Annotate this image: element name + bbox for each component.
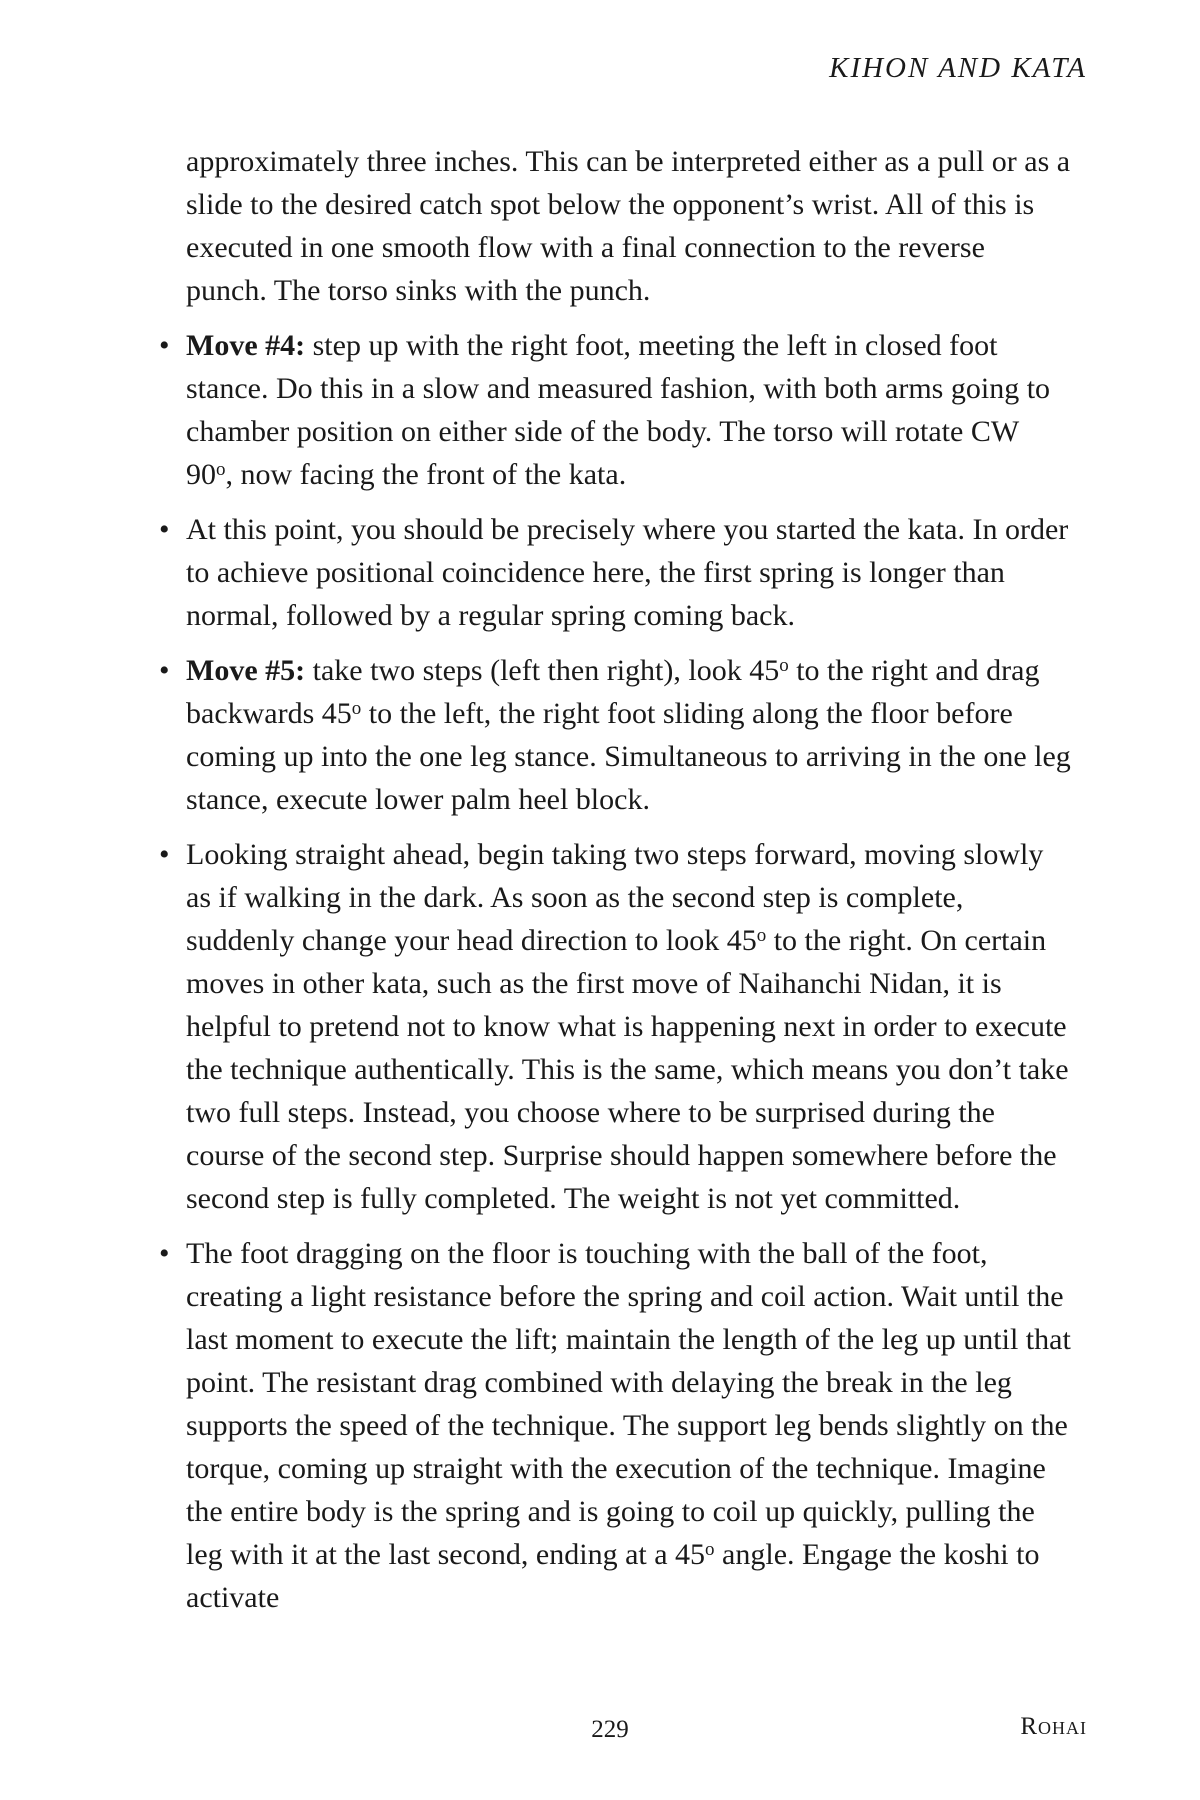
bullet-glyph: • <box>159 654 170 687</box>
page-number: 229 <box>591 1716 629 1743</box>
page-body <box>159 140 1072 1631</box>
bullet-list <box>159 324 1072 1619</box>
item-text: to the right and drag backwards 45 <box>186 654 1040 730</box>
item-text: Looking straight ahead, begin taking two steps forward, moving slowly as if walking in the dark. As soon as the second step is complete, suddenly change your head direction to look 45 <box>186 838 1044 957</box>
item-text: to the left, the right foot sliding along the floor before coming up into the one leg stance. Simultaneous to arriving in the one leg stance, execute lower palm heel block. <box>186 697 1071 816</box>
item-text: , now facing the front of the kata. <box>225 458 627 491</box>
degree-mark: o <box>779 655 789 676</box>
list-item-foot-drag <box>159 1232 1072 1619</box>
list-item-move-4 <box>159 324 1072 496</box>
move-label: Move #5: <box>186 654 306 687</box>
degree-mark: o <box>216 459 226 480</box>
move-label: Move #4: <box>186 329 306 362</box>
item-text: to the right. On certain moves in other kata, such as the first move of Naihanchi Nidan, it is helpful to pretend not to know what is happening next in order to execute the technique authentically. This is the same, which means you don’t take two full steps. Instead, you choose where to be surprised during the course of the second step. Surprise should happen somewhere before the second step is fully completed. The weight is not yet committed. <box>186 924 1069 1215</box>
bullet-glyph: • <box>159 513 170 546</box>
bullet-glyph: • <box>159 329 170 362</box>
degree-mark: o <box>351 698 362 719</box>
degree-mark: o <box>705 1539 715 1560</box>
list-item-position-note <box>159 508 1072 637</box>
list-item-looking-ahead <box>159 833 1072 1220</box>
continuation-paragraph: approximately three inches. This can be interpreted either as a pull or as a slide to the desired catch spot below the opponent’s wrist. All of this is executed in one smooth flow with a final connection to the reverse punch. The torso sinks with the punch. <box>186 145 1071 307</box>
bullet-glyph: • <box>159 838 170 871</box>
section-label: Rohai <box>1020 1713 1087 1740</box>
bullet-glyph: • <box>159 1237 170 1270</box>
item-text: The foot dragging on the floor is touching with the ball of the foot, creating a light resistance before the spring and coil action. Wait until the last moment to execute the lift; maintain the length of the leg up until that point. The resistant drag combined with delaying the break in the leg supports the speed of the technique. The support leg bends slightly on the torque, coming up straight with the execution of the technique. Imagine the entire body is the spring and is going to coil up quickly, pulling the leg with it at the last second, ending at a 45 <box>186 1237 1071 1571</box>
item-text: take two steps (left then right), look 45 <box>305 654 780 687</box>
running-head: KIHON AND KATA <box>829 52 1087 84</box>
degree-mark: o <box>756 925 767 946</box>
item-text: step up with the right foot, meeting the left in closed foot stance. Do this in a slow and measured fashion, with both arms going to chamber position on either side of the body. The torso will rotate CW 90 <box>186 329 1051 491</box>
item-text: angle. Engage the koshi to activate <box>186 1538 1040 1614</box>
item-text: At this point, you should be precisely where you started the kata. In order to achieve positional coincidence here, the first spring is longer than normal, followed by a regular spring coming back. <box>186 513 1069 632</box>
list-item-move-5 <box>159 649 1072 821</box>
